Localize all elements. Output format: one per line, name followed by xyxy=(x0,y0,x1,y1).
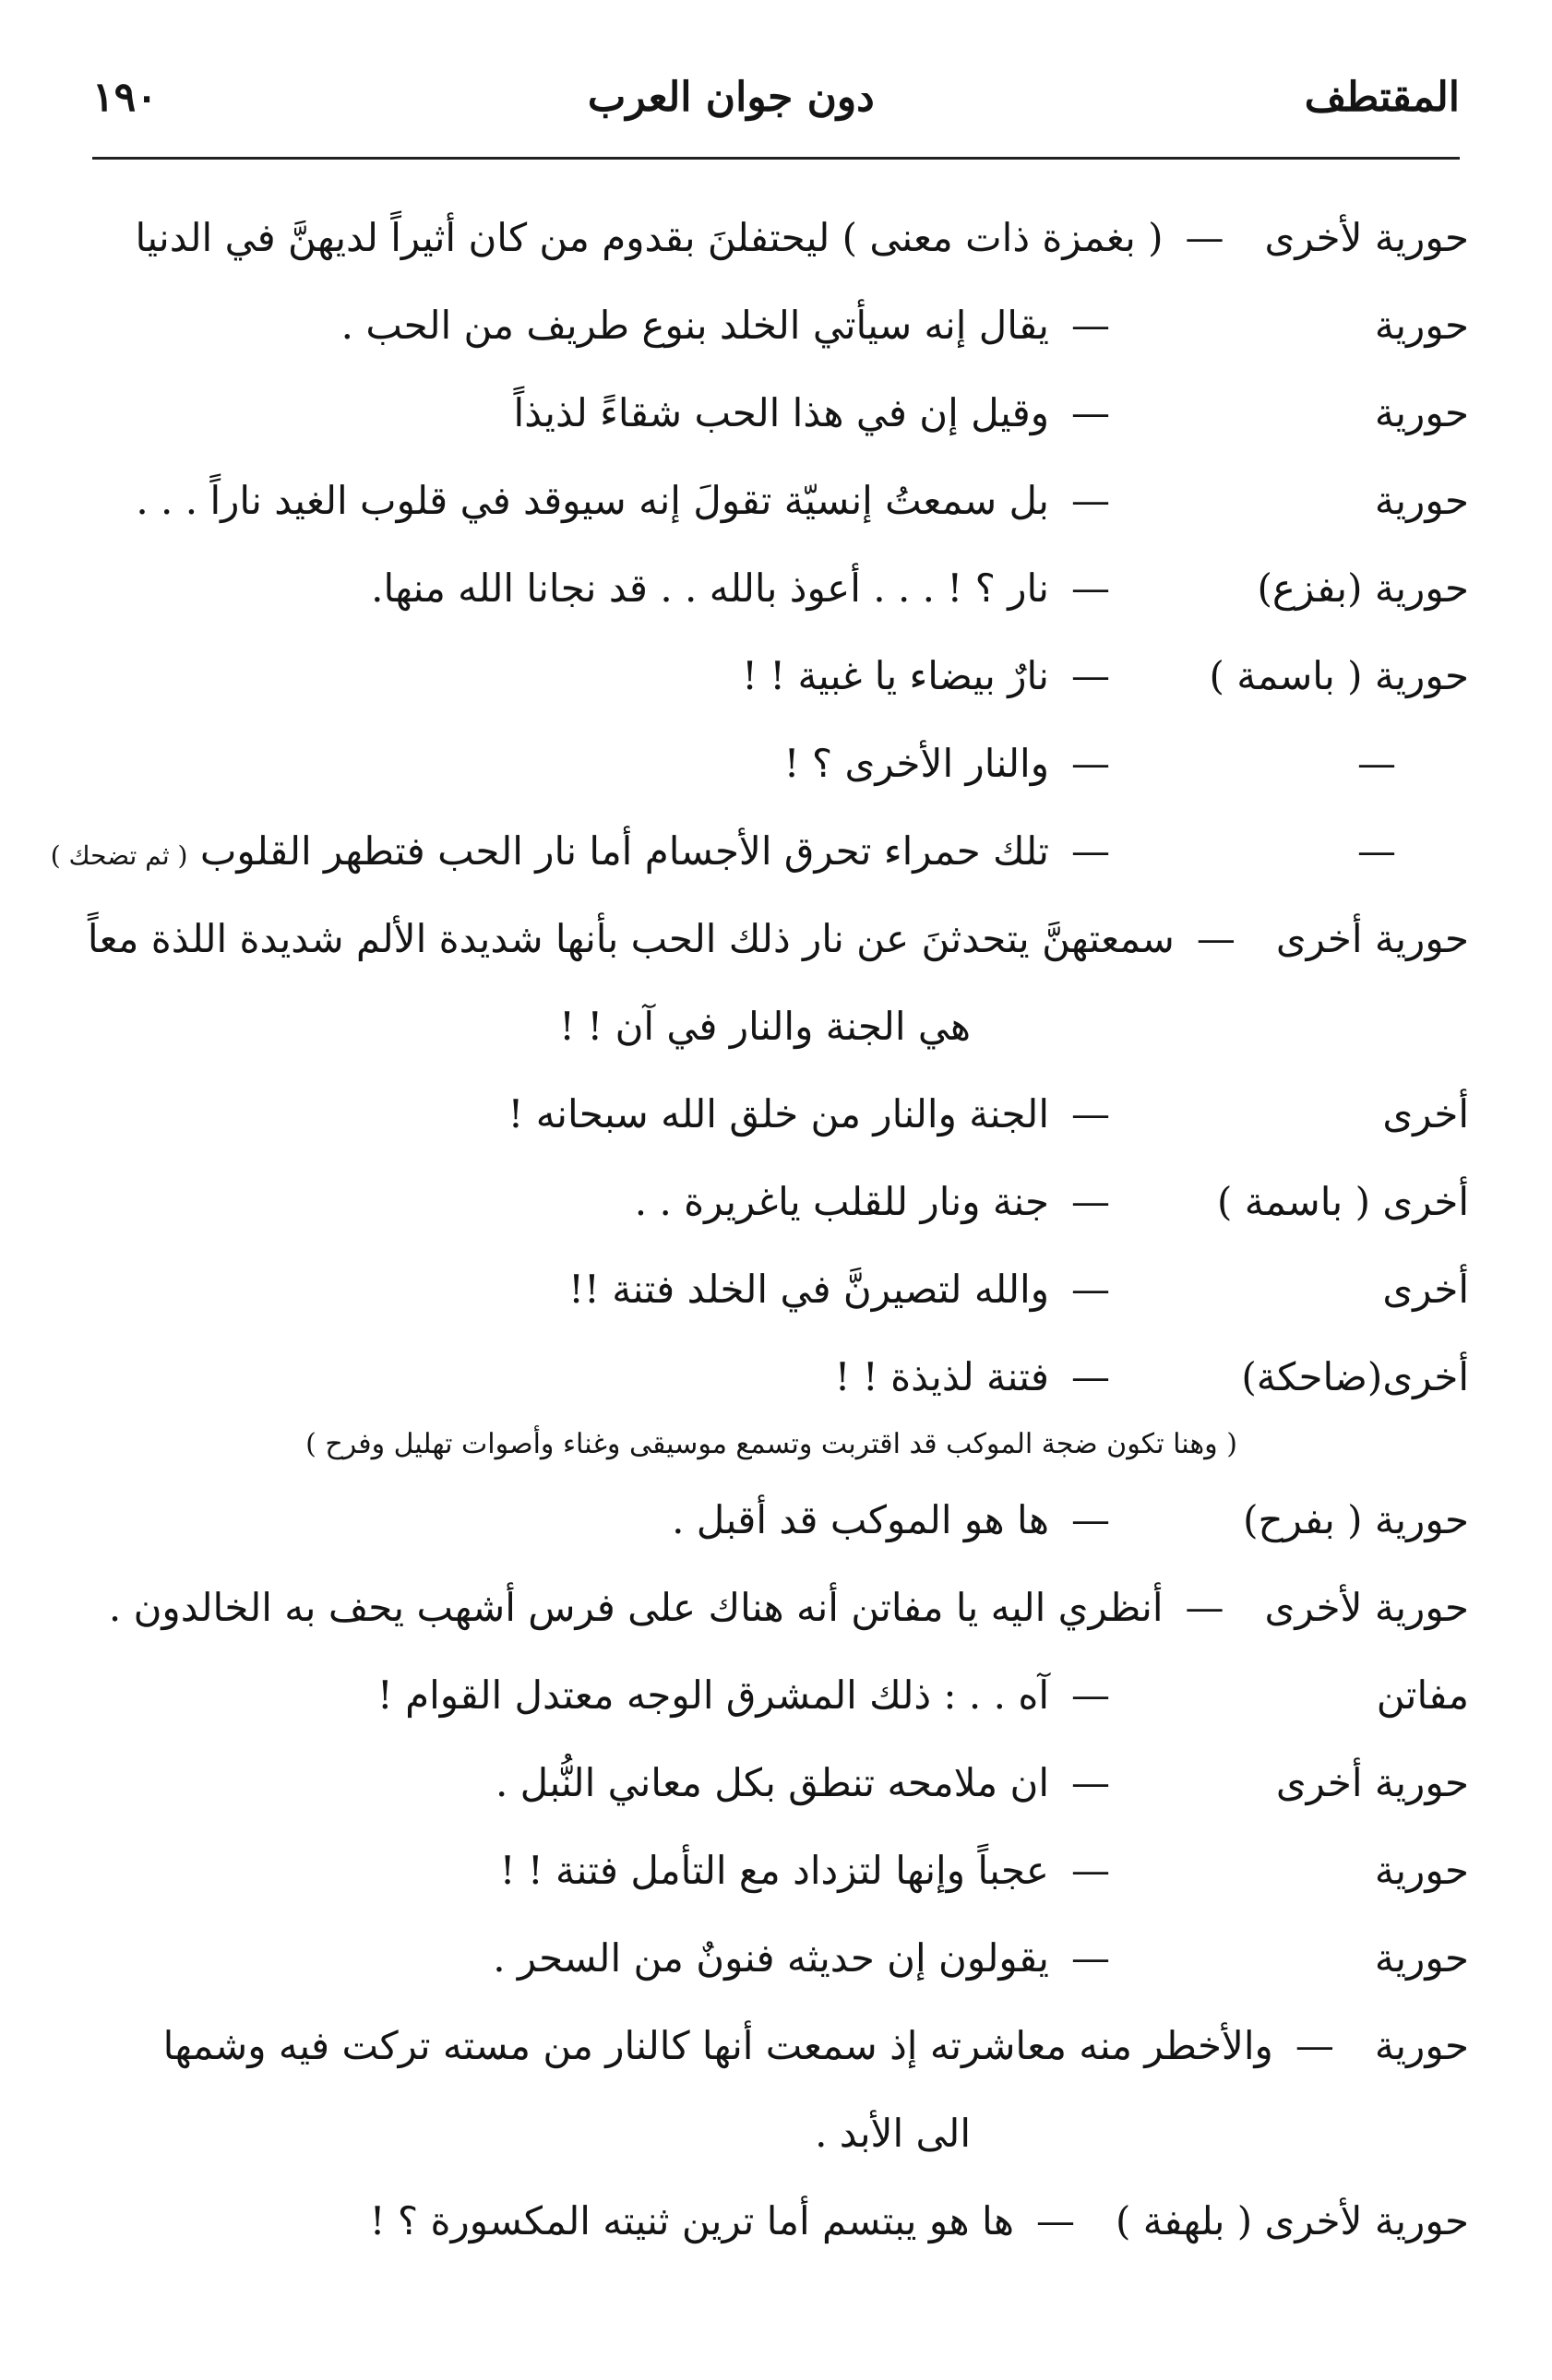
dialogue-text xyxy=(74,916,1175,961)
dialogue-text-content: سمعتهنَّ يتحدثنَ عن نار ذلك الحب بأنها شديدة الألم شديدة اللذة معاً xyxy=(87,916,1175,961)
dialogue-text xyxy=(74,565,1049,611)
dialogue-text-content: يقولون إن حديثه فنونٌ من السحر . xyxy=(493,1935,1049,1981)
speaker-name: حورية لأخرى xyxy=(1264,1585,1469,1630)
dialogue-text xyxy=(74,303,1049,348)
dialogue-line xyxy=(74,1827,1469,1914)
speaker-name: حورية ( باسمة ) xyxy=(1209,653,1469,698)
speaker-name: حورية xyxy=(1374,1935,1469,1981)
dialogue-line xyxy=(74,1914,1469,2002)
dialogue-line xyxy=(74,2177,1469,2265)
dialogue-text xyxy=(74,478,1049,523)
dash-separator: — xyxy=(1071,1672,1110,1718)
dialogue-line xyxy=(74,1476,1469,1564)
dash-separator: — xyxy=(1071,828,1110,874)
dialogue-text-content: ها هو الموكب قد أقبل . xyxy=(672,1497,1049,1542)
dialogue-text-content: الجنة والنار من خلق الله سبحانه ! xyxy=(507,1091,1049,1136)
dialogue-line xyxy=(74,544,1469,632)
speaker-name: — xyxy=(1357,741,1396,786)
running-title: دون جوان العرب xyxy=(587,73,875,121)
dialogue-text xyxy=(74,1848,1049,1893)
dash-separator: — xyxy=(1071,565,1110,611)
dash-separator: — xyxy=(1185,1585,1224,1630)
speaker-name: حورية لأخرى ( بلهفة ) xyxy=(1115,2198,1469,2243)
speaker-name: حورية xyxy=(1374,2023,1469,2068)
speaker-name: حورية ( بفرح) xyxy=(1243,1497,1469,1542)
dialogue-line xyxy=(74,457,1469,544)
dialogue-text xyxy=(74,1354,1049,1399)
dash-separator: — xyxy=(1071,1091,1110,1136)
dialogue-line xyxy=(74,1564,1469,1651)
dialogue-line xyxy=(74,1739,1469,1827)
speaker-name: حورية xyxy=(1374,478,1469,523)
dialogue-text-content: ( بغمزة ذات معنى ) ليحتفلنَ بقدوم من كان أثيراً لديهنَّ في الدنيا xyxy=(135,215,1164,260)
dialogue-line xyxy=(74,1070,1469,1158)
dialogue-text-content: بل سمعتُ إنسيّة تقولَ إنه سيوقد في قلوب الغيد ناراً . . . xyxy=(136,478,1049,523)
dialogue-text xyxy=(74,1760,1049,1805)
dash-separator: — xyxy=(1185,215,1224,260)
dash-separator: — xyxy=(1035,2198,1075,2243)
speaker-name: حورية (بفزع) xyxy=(1257,565,1469,611)
dash-separator: — xyxy=(1071,653,1110,698)
dialogue-continuation: الى الأبد . xyxy=(815,2111,971,2156)
dialogue-text-content: آه . . : ذلك المشرق الوجه معتدل القوام ! xyxy=(376,1672,1049,1718)
dialogue-text-content: جنة ونار للقلب ياغريرة . . xyxy=(634,1179,1049,1224)
dialogue-text-content: ان ملامحه تنطق بكل معاني النُّبل . xyxy=(495,1760,1049,1805)
dialogue-text-content: نار ؟ ! . . . أعوذ بالله . . قد نجانا الله منها. xyxy=(371,565,1049,611)
speaker-name: مفاتن xyxy=(1376,1672,1469,1718)
dialogue-text xyxy=(74,1497,1049,1542)
dash-separator: — xyxy=(1071,1935,1110,1981)
dialogue-text xyxy=(74,1672,1049,1718)
page-number: ١٩٠ xyxy=(92,73,158,121)
journal-name: المقتطف xyxy=(1304,73,1460,121)
dialogue-text-content: نارٌ بيضاء يا غبية ! ! xyxy=(742,653,1049,698)
dash-separator: — xyxy=(1071,1354,1110,1399)
dialogue-text-content: والأخطر منه معاشرته إذ سمعت أنها كالنار من مسته تركت فيه وشمها xyxy=(162,2023,1273,2068)
dialogue-text-content: عجباً وإنها لتزداد مع التأمل فتنة ! ! xyxy=(499,1848,1049,1893)
dialogue-line xyxy=(50,807,1469,895)
dialogue-text-content: أنظري اليه يا مفاتن أنه هناك على فرس أشهب يحف به الخالدون . xyxy=(108,1585,1164,1630)
dialogue-text xyxy=(74,653,1049,698)
speaker-name: حورية xyxy=(1374,303,1469,348)
dash-separator: — xyxy=(1071,1267,1110,1312)
dialogue-text-content: وقيل إن في هذا الحب شقاءً لذيذاً xyxy=(513,390,1049,435)
dialogue-text xyxy=(74,1585,1164,1630)
dash-separator: — xyxy=(1071,1497,1110,1542)
dash-separator: — xyxy=(1295,2023,1334,2068)
dash-separator: — xyxy=(1071,1760,1110,1805)
dash-separator: — xyxy=(1071,478,1110,523)
dialogue-body xyxy=(50,194,1469,2265)
dialogue-text xyxy=(74,1091,1049,1136)
dialogue-text-content: والله لتصيرنَّ في الخلد فتنة !! xyxy=(568,1267,1049,1312)
dialogue-text xyxy=(74,1267,1049,1312)
dialogue-line xyxy=(74,1651,1469,1739)
speaker-name: أخرى xyxy=(1382,1267,1469,1312)
speaker-name: — xyxy=(1357,828,1396,874)
dialogue-continuation: هي الجنة والنار في آن ! ! xyxy=(559,1004,971,1049)
dialogue-text xyxy=(74,1179,1049,1224)
dialogue-text-content: فتنة لذيذة ! ! xyxy=(834,1354,1049,1399)
speaker-name: حورية لأخرى xyxy=(1264,215,1469,260)
dash-separator: — xyxy=(1071,1848,1110,1893)
dialogue-line xyxy=(74,194,1469,281)
dialogue-line xyxy=(74,1245,1469,1333)
dash-separator: — xyxy=(1071,741,1110,786)
speaker-name: حورية أخرى xyxy=(1275,916,1469,961)
dialogue-text-content: تلك حمراء تحرق الأجسام أما نار الحب فتطهر القلوب xyxy=(199,828,1049,874)
speaker-name: أخرى ( باسمة ) xyxy=(1217,1179,1469,1224)
dialogue-text xyxy=(74,2023,1273,2068)
dash-separator: — xyxy=(1071,303,1110,348)
header-rule xyxy=(92,157,1460,160)
dialogue-text xyxy=(74,741,1049,786)
dialogue-line xyxy=(74,720,1469,807)
dash-separator: — xyxy=(1196,916,1236,961)
page-header xyxy=(92,65,1460,129)
speaker-name: حورية xyxy=(1374,390,1469,435)
dialogue-line xyxy=(74,1158,1469,1245)
speaker-name: حورية xyxy=(1374,1848,1469,1893)
dialogue-text xyxy=(74,1935,1049,1981)
dialogue-text xyxy=(51,828,1049,874)
speaker-name: أخرى(ضاحكة) xyxy=(1241,1354,1469,1399)
dialogue-text xyxy=(74,215,1164,260)
dialogue-line xyxy=(74,895,1469,982)
stage-direction: ( وهنا تكون ضجة الموكب قد اقتربت وتسمع موسيقى وغناء وأصوات تهليل وفرح ) xyxy=(305,1427,1237,1460)
dialogue-line xyxy=(74,1333,1469,1421)
dash-separator: — xyxy=(1071,1179,1110,1224)
speaker-name: حورية أخرى xyxy=(1275,1760,1469,1805)
dialogue-line xyxy=(74,369,1469,457)
dash-separator: — xyxy=(1071,390,1110,435)
inline-stage-direction: ( ثم تضحك ) xyxy=(50,840,188,871)
dialogue-text xyxy=(74,2198,1014,2243)
dialogue-text-content: يقال إنه سيأتي الخلد بنوع طريف من الحب . xyxy=(340,303,1049,348)
dialogue-text-content: والنار الأخرى ؟ ! xyxy=(783,741,1049,786)
dialogue-line xyxy=(74,2002,1469,2089)
dialogue-line xyxy=(74,632,1469,720)
speaker-name: أخرى xyxy=(1382,1091,1469,1136)
dialogue-text xyxy=(74,390,1049,435)
dialogue-text-content: ها هو يبتسم أما ترين ثنيته المكسورة ؟ ! xyxy=(369,2198,1014,2243)
dialogue-line xyxy=(74,281,1469,369)
